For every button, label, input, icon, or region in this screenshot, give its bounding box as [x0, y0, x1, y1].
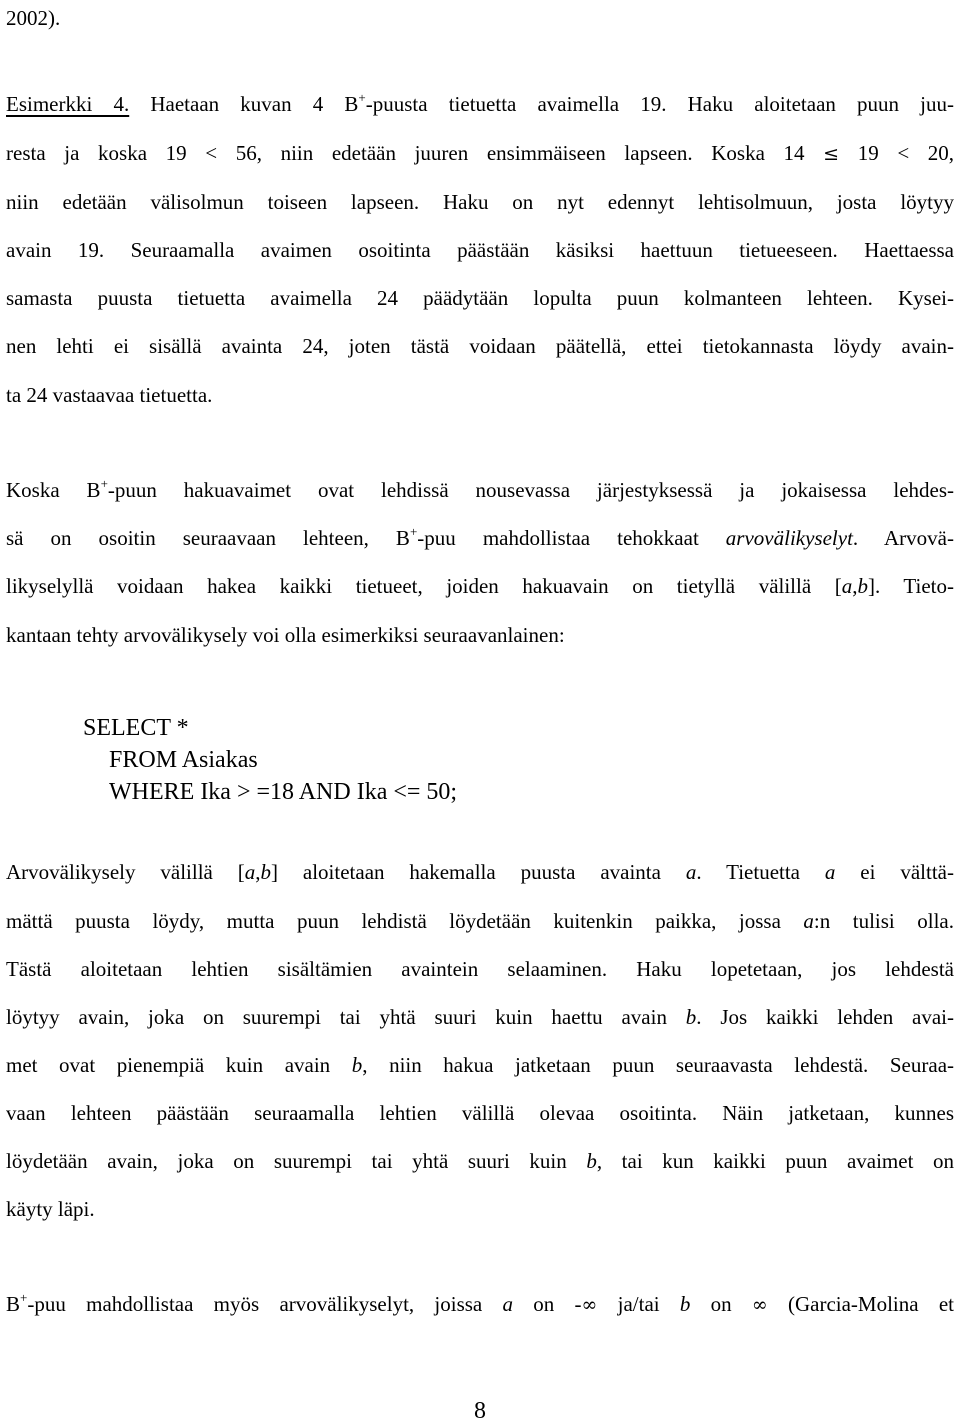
- infinity-symbol: ∞: [751, 1294, 768, 1316]
- para3-line-8: käyty läpi.: [6, 1197, 95, 1221]
- infinity-symbol: ∞: [581, 1294, 598, 1316]
- para3-line-3: Tästä aloitetaan lehtien sisältämien avaintein selaaminen. Haku lopetetaan, jos lehdestä: [6, 957, 954, 981]
- top-fragment: 2002).: [6, 6, 61, 30]
- para2-line-4: kantaan tehty arvovälikysely voi olla esimerkiksi seuraavanlainen:: [6, 623, 565, 647]
- sql-line-select: SELECT *: [83, 715, 189, 741]
- sql-line-where: WHERE Ika > =18 AND Ika <= 50;: [109, 779, 458, 805]
- para3-line-5: met ovat pienempiä kuin avain b, niin hakua jatketaan puun seuraavasta lehdestä. Seuraa-: [6, 1053, 955, 1077]
- example-line-5: samasta puusta tietuetta avaimella 24 päädytään lopulta puun kolmanteen lehteen. Kysei-: [6, 286, 954, 310]
- example-line-4: avain 19. Seuraamalla avaimen osoitinta päästään käsiksi haettuun tietueeseen. Haettaessa: [6, 238, 954, 262]
- para2-line-3: likyselyllä voidaan hakea kaikki tietueet, joiden hakuavain on tietyllä välillä [a,b]. Tieto-: [6, 574, 954, 598]
- para4-line-1: B+-puu mahdollistaa myös arvovälikyselyt, joissa a on -∞ ja/tai b on ∞ (Garcia-Molina et: [6, 1290, 954, 1316]
- para3-line-4: löytyy avain, joka on suurempi tai yhtä suuri kuin haettu avain b. Jos kaikki lehden avai-: [6, 1005, 954, 1029]
- para3-line-6: vaan lehteen päästään seuraamalla lehtien välillä olevaa osoitinta. Näin jatketaan, kunnes: [6, 1101, 954, 1125]
- page-number: 8: [474, 1398, 486, 1424]
- para2-line-2: sä on osoitin seuraavaan lehteen, B+-puu mahdollistaa tehokkaat arvovälikyselyt. Arvovä-: [6, 524, 954, 550]
- para3-line-7: löydetään avain, joka on suurempi tai yhtä suuri kuin b, tai kun kaikki puun avaimet on: [6, 1149, 954, 1173]
- para3-line-1: Arvovälikysely välillä [a,b] aloitetaan hakemalla puusta avainta a. Tietuetta a ei välttä-: [6, 860, 954, 884]
- example-line-1: Esimerkki 4. Haetaan kuvan 4 B+-puusta tietuetta avaimella 19. Haku aloitetaan puun juu-: [6, 90, 954, 116]
- term-arvovalikyselyt: arvovälikyselyt: [725, 526, 853, 550]
- example-line-2: resta ja koska 19 < 56, niin edetään juuren ensimmäiseen lapseen. Koska 14 ≤ 19 < 20,: [6, 141, 955, 165]
- example-label: Esimerkki 4.: [6, 92, 130, 116]
- example-line-7: ta 24 vastaavaa tietuetta.: [6, 383, 213, 407]
- para2-line-1: Koska B+-puun hakuavaimet ovat lehdissä nousevassa järjestyksessä ja jokaisessa lehdes-: [6, 476, 955, 502]
- example-line-3: niin edetään välisolmun toiseen lapseen. Haku on nyt edennyt lehtisolmuun, josta löytyy: [6, 190, 954, 214]
- example-line-6: nen lehti ei sisällä avainta 24, joten tästä voidaan päätellä, ettei tietokannasta löydy avain-: [6, 334, 954, 358]
- sql-line-from: FROM Asiakas: [109, 747, 258, 773]
- para3-line-2: mättä puusta löydy, mutta puun lehdistä löydetään kuitenkin paikka, jossa a:n tulisi olla.: [6, 909, 954, 933]
- leq-symbol: ≤: [823, 143, 840, 165]
